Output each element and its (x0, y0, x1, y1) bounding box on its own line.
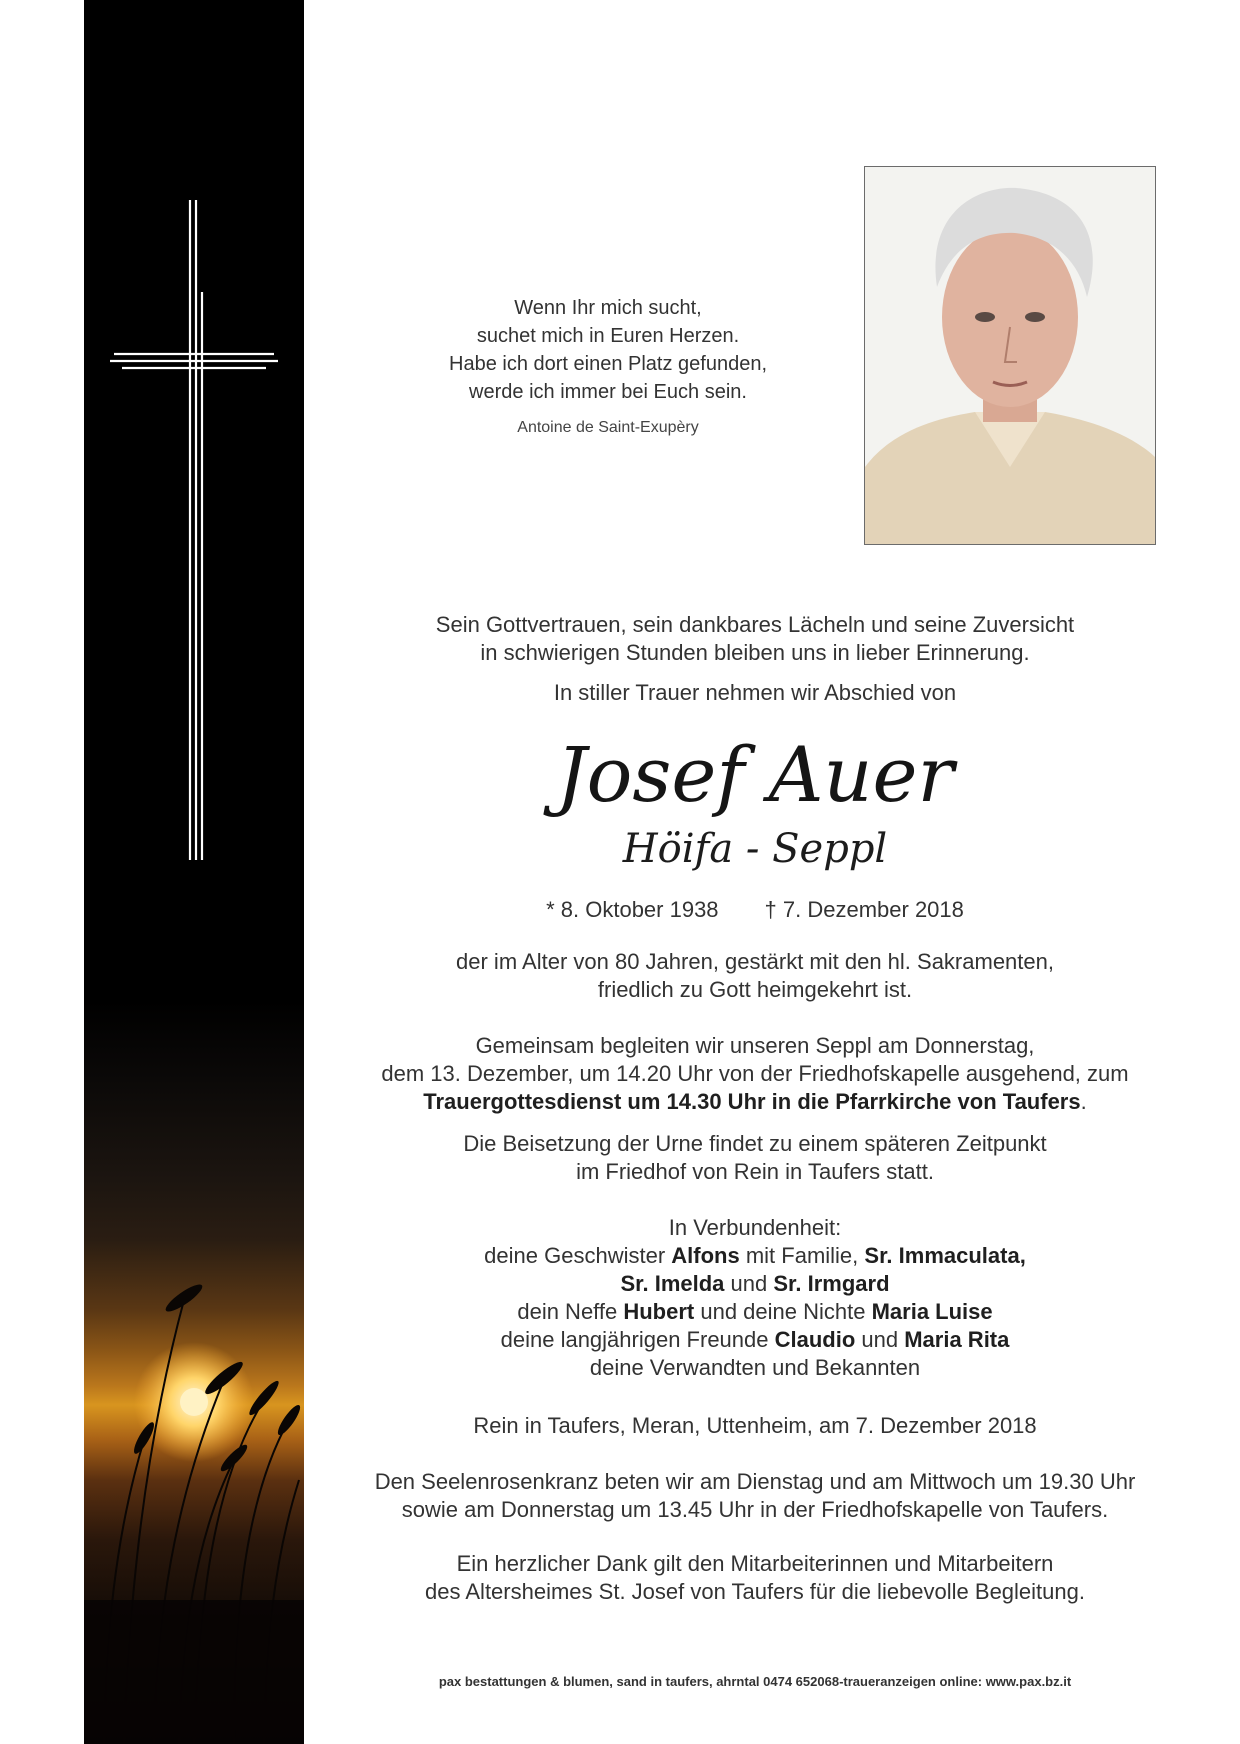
mourner-name: Alfons (671, 1243, 740, 1268)
deceased-nickname: Höifa - Seppl (622, 826, 888, 872)
age-text (340, 948, 1170, 1004)
mourners-text: deine Geschwister (484, 1243, 672, 1268)
intro-line: In stiller Trauer nehmen wir Abschied von (553, 680, 957, 705)
rosary-line: Den Seelenrosenkranz beten wir am Dienstag und am Mittwoch um 19.30 Uhr (374, 1469, 1136, 1494)
mourner-name: Sr. Imelda (620, 1271, 725, 1296)
mourners-text: deine langjährigen Freunde (500, 1327, 775, 1352)
thanks-line: Ein herzlicher Dank gilt den Mitarbeiterinnen und Mitarbeitern (456, 1551, 1054, 1576)
thanks-text (340, 1550, 1170, 1606)
intro-line: in schwierigen Stunden bleiben uns in lieber Erinnerung. (480, 640, 1030, 665)
mourners-text: und deine Nichte (694, 1299, 872, 1324)
mourners-text: mit Familie, (739, 1243, 865, 1268)
burial-line: Die Beisetzung der Urne findet zu einem späteren Zeitpunkt (463, 1131, 1047, 1156)
portrait-photo (864, 166, 1156, 545)
burial-text (340, 1130, 1170, 1186)
mourners-line (340, 1326, 1170, 1354)
deceased-name: Josef Auer (556, 730, 954, 819)
age-line: friedlich zu Gott heimgekehrt ist. (597, 977, 913, 1002)
mourners-heading: In Verbundenheit: (668, 1215, 842, 1240)
intro-line: Sein Gottvertrauen, sein dankbares Lächeln und seine Zuversicht (435, 612, 1075, 637)
mourner-name: Sr. Immaculata, (864, 1243, 1026, 1268)
mourners-text: und (724, 1271, 774, 1296)
life-dates (340, 896, 1170, 924)
rosary-text (340, 1468, 1170, 1524)
sunset-image (84, 0, 304, 1744)
mourner-name: Claudio (774, 1327, 856, 1352)
quote-line: Habe ich dort einen Platz gefunden, (449, 353, 767, 375)
funeral-period: . (1080, 1089, 1087, 1114)
funeral-line: Gemeinsam begleiten wir unseren Seppl am Donnerstag, (475, 1033, 1035, 1058)
rosary-line: sowie am Donnerstag um 13.45 Uhr in der Friedhofskapelle von Taufers. (401, 1497, 1109, 1522)
death-date: † 7. Dezember 2018 (764, 897, 964, 922)
quote-line: suchet mich in Euren Herzen. (476, 325, 740, 347)
quote-line: werde ich immer bei Euch sein. (469, 381, 747, 403)
quote (398, 294, 818, 406)
mourner-name: Maria Rita (904, 1327, 1010, 1352)
intro-text (340, 611, 1170, 707)
mourners-line: deine Verwandten und Bekannten (589, 1355, 921, 1380)
mourners-text: dein Neffe (517, 1299, 624, 1324)
mourners-line (340, 1270, 1170, 1298)
mourners (340, 1214, 1170, 1382)
age-line: der im Alter von 80 Jahren, gestärkt mit den hl. Sakramenten, (456, 949, 1054, 974)
side-band (84, 0, 304, 1744)
thanks-line: des Altersheimes St. Josef von Taufers für die liebevolle Begleitung. (425, 1579, 1085, 1604)
funeral-line: dem 13. Dezember, um 14.20 Uhr von der Friedhofskapelle ausgehend, zum (381, 1061, 1129, 1086)
birth-date: * 8. Oktober 1938 (546, 897, 719, 922)
mourner-name: Maria Luise (871, 1299, 993, 1324)
mourner-name: Sr. Irmgard (773, 1271, 890, 1296)
quote-line: Wenn Ihr mich sucht, (514, 297, 702, 319)
funeral-text (340, 1032, 1170, 1116)
mourners-line (340, 1242, 1170, 1270)
funeral-line (340, 1088, 1170, 1116)
mourner-name: Hubert (623, 1299, 695, 1324)
funeral-service: Trauergottesdienst um 14.30 Uhr in die Pfarrkirche von Taufers (423, 1089, 1081, 1114)
quote-author: Antoine de Saint-Exupèry (517, 419, 699, 436)
mourners-text: und (855, 1327, 905, 1352)
mourners-line (340, 1298, 1170, 1326)
footer-credit: pax bestattungen & blumen, sand in taufers, ahrntal 0474 652068-traueranzeigen online: www.pax.bz.it (438, 1674, 1072, 1689)
place-date: Rein in Taufers, Meran, Uttenheim, am 7. Dezember 2018 (473, 1413, 1037, 1438)
burial-line: im Friedhof von Rein in Taufers statt. (576, 1159, 934, 1184)
